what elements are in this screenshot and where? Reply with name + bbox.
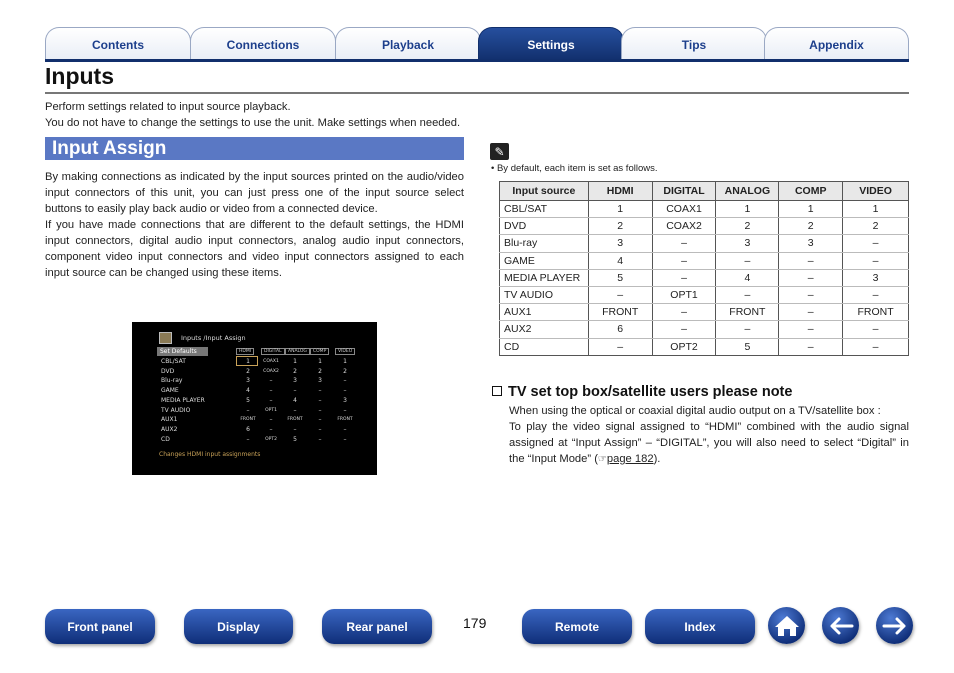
osd-header: ANALOG — [285, 348, 310, 355]
table-row — [500, 235, 909, 252]
table-cell: – — [779, 338, 843, 355]
table-cell-source: MEDIA PLAYER — [500, 269, 589, 286]
body-paragraph: By making connections as indicated by the input sources printed on the audio/video input connectors of this unit, you can just press one of the input source select buttons to easily play back audio or video from a connected device. — [45, 171, 464, 215]
table-cell: – — [652, 235, 716, 252]
table-header: DIGITAL — [652, 182, 716, 201]
table-row — [500, 338, 909, 355]
section-body — [45, 169, 464, 281]
osd-cell: 6 — [246, 425, 250, 433]
table-row — [500, 269, 909, 286]
osd-header: COMP — [310, 348, 329, 355]
arrow-right-icon — [882, 616, 908, 636]
tab-label: Appendix — [809, 37, 864, 52]
table-cell: 3 — [779, 235, 843, 252]
table-cell: 5 — [716, 338, 779, 355]
osd-cell: 4 — [293, 396, 297, 404]
table-cell: – — [716, 321, 779, 338]
table-cell-source: GAME — [500, 252, 589, 269]
table-cell: FRONT — [588, 304, 652, 321]
osd-cell: – — [343, 387, 347, 395]
tab-label: Contents — [92, 37, 144, 52]
table-cell: 1 — [588, 201, 652, 218]
tab-label: Playback — [381, 37, 435, 52]
table-cell: COAX2 — [652, 218, 716, 235]
osd-cell: 2 — [246, 367, 250, 375]
table-cell: 3 — [716, 235, 779, 252]
input-assign-table — [499, 181, 909, 356]
osd-cell: 2 — [343, 367, 347, 375]
pencil-icon: ✎ — [490, 143, 509, 160]
table-cell: FRONT — [843, 304, 909, 321]
tab-contents[interactable] — [45, 27, 191, 61]
button-label: Front panel — [67, 619, 133, 634]
back-button[interactable] — [822, 607, 859, 644]
osd-cell: 1 — [318, 358, 322, 365]
table-body — [500, 201, 909, 356]
osd-row-label: GAME — [161, 387, 179, 395]
osd-row-label: CD — [161, 435, 170, 443]
tab-appendix[interactable] — [764, 27, 909, 61]
tv-note-paragraph: When using the optical or coaxial digital audio output on a TV/satellite box : — [509, 405, 881, 417]
tab-playback[interactable] — [335, 27, 481, 61]
table-cell: – — [652, 252, 716, 269]
osd-cell: – — [343, 377, 347, 385]
osd-cell: FRONT — [240, 417, 256, 423]
osd-cell: OPT2 — [265, 436, 277, 442]
table-cell-source: Blu-ray — [500, 235, 589, 252]
table-row — [500, 321, 909, 338]
tv-note-title: TV set top box/satellite users please note — [508, 384, 793, 400]
table-cell: – — [588, 338, 652, 355]
osd-cell: – — [343, 435, 347, 443]
osd-cell: 1 — [343, 358, 347, 365]
tv-note-text: ). — [653, 453, 661, 465]
rear-panel-button[interactable] — [322, 609, 432, 644]
checkbox-icon — [492, 386, 502, 396]
osd-cell: 2 — [293, 367, 297, 375]
menu-icon — [159, 332, 172, 344]
intro-line: Perform settings related to input source playback. — [45, 101, 291, 113]
page-182-link[interactable]: page 182 — [606, 453, 654, 465]
table-cell: 2 — [843, 218, 909, 235]
table-cell: – — [588, 286, 652, 303]
arrow-left-icon — [828, 616, 854, 636]
table-cell: – — [779, 252, 843, 269]
table-cell: – — [843, 286, 909, 303]
tab-label: Connections — [226, 37, 300, 52]
table-row — [500, 252, 909, 269]
home-button[interactable] — [768, 607, 805, 644]
table-cell: – — [779, 269, 843, 286]
osd-cell: – — [269, 377, 273, 385]
home-icon — [774, 614, 800, 638]
osd-title: Inputs /Input Assign — [181, 334, 246, 342]
osd-cell: 5 — [293, 435, 297, 443]
osd-cell: 2 — [318, 367, 322, 375]
index-button[interactable] — [645, 609, 755, 644]
table-header: ANALOG — [716, 182, 779, 201]
osd-cell: – — [293, 425, 297, 433]
osd-row-label: Blu-ray — [161, 377, 183, 385]
table-cell-source: CD — [500, 338, 589, 355]
table-cell-source: CBL/SAT — [500, 201, 589, 218]
osd-cell: – — [318, 416, 322, 424]
osd-cell: – — [343, 406, 347, 414]
remote-button[interactable] — [522, 609, 632, 644]
tab-label: Settings — [527, 37, 575, 52]
table-cell: – — [843, 235, 909, 252]
table-header: COMP — [779, 182, 843, 201]
table-cell: 4 — [588, 252, 652, 269]
top-tab-bar — [45, 27, 909, 63]
table-cell: – — [779, 304, 843, 321]
osd-cell: 1 — [246, 358, 250, 365]
table-row — [500, 304, 909, 321]
osd-row-label: MEDIA PLAYER — [161, 396, 205, 404]
page-number: 179 — [463, 615, 487, 631]
title-divider — [45, 92, 909, 94]
button-label: Display — [217, 619, 260, 634]
osd-cell: – — [318, 435, 322, 443]
table-header: VIDEO — [843, 182, 909, 201]
osd-header: HDMI — [236, 348, 254, 355]
intro-line: You do not have to change the settings to use the unit. Make settings when needed. — [45, 117, 461, 129]
table-cell: 4 — [716, 269, 779, 286]
table-cell-source: TV AUDIO — [500, 286, 589, 303]
osd-screen — [132, 322, 377, 475]
osd-cell: FRONT — [287, 417, 303, 423]
table-cell: FRONT — [716, 304, 779, 321]
osd-cell: – — [269, 416, 273, 424]
osd-row-label: DVD — [161, 367, 175, 375]
table-cell: 6 — [588, 321, 652, 338]
tv-note-body — [509, 403, 909, 468]
table-cell: – — [716, 286, 779, 303]
table-cell: – — [716, 252, 779, 269]
osd-cell: 3 — [343, 396, 347, 404]
tv-note-text: To play the video signal assigned to “HDMI” combined with the audio signal assigned at “Input Assign” – “DIGITAL”, you will also need to select “Digital” in the “Input Mode” ( — [509, 421, 909, 465]
table-cell: OPT2 — [652, 338, 716, 355]
table-cell: 2 — [588, 218, 652, 235]
table-cell: – — [843, 321, 909, 338]
tab-connections[interactable] — [190, 27, 336, 61]
table-cell: – — [652, 321, 716, 338]
osd-cell: – — [318, 387, 322, 395]
osd-cell: 1 — [293, 358, 297, 365]
osd-cell: COAX1 — [263, 359, 279, 364]
osd-cell: – — [269, 425, 273, 433]
tv-note-paragraph — [509, 419, 909, 468]
table-cell: OPT1 — [652, 286, 716, 303]
table-cell-source: AUX2 — [500, 321, 589, 338]
osd-cell: OPT1 — [265, 407, 277, 413]
osd-cell: 3 — [318, 377, 322, 385]
table-cell: 5 — [588, 269, 652, 286]
table-cell: 3 — [843, 269, 909, 286]
osd-cell: 3 — [246, 377, 250, 385]
osd-cell: – — [269, 387, 273, 395]
page-reference-icon: ☞ — [597, 454, 607, 465]
page-title: Inputs — [45, 63, 114, 89]
note-text: • By default, each item is set as follows. — [491, 163, 658, 174]
table-cell: – — [843, 338, 909, 355]
osd-hint: Changes HDMI input assignments — [159, 451, 261, 458]
tv-note-heading — [492, 384, 792, 400]
osd-cell: – — [246, 435, 250, 443]
tab-settings[interactable] — [478, 27, 624, 61]
osd-row-label: TV AUDIO — [161, 406, 191, 414]
tab-tips[interactable] — [621, 27, 767, 61]
osd-row-label: AUX1 — [161, 416, 178, 424]
tab-underline — [45, 59, 909, 62]
table-cell: 3 — [588, 235, 652, 252]
table-cell: – — [779, 286, 843, 303]
table-cell: – — [652, 304, 716, 321]
body-paragraph: If you have made connections that are different to the default settings, the HDMI input connectors, digital audio input connectors, analog audio input connectors, component video input connectors and video input connectors assigned to each input source can be changed using these items. — [45, 219, 464, 279]
table-cell: 2 — [779, 218, 843, 235]
table-cell: 2 — [716, 218, 779, 235]
osd-row-label: AUX2 — [161, 425, 178, 433]
osd-cell: – — [318, 406, 322, 414]
osd-cell: – — [293, 387, 297, 395]
osd-header: VIDEO — [335, 348, 355, 355]
forward-button[interactable] — [876, 607, 913, 644]
table-cell: 1 — [843, 201, 909, 218]
osd-cell: – — [293, 406, 297, 414]
front-panel-button[interactable] — [45, 609, 155, 644]
intro-text — [45, 99, 460, 131]
table-cell: – — [779, 321, 843, 338]
table-header-row — [500, 182, 909, 201]
table-cell: – — [843, 252, 909, 269]
table-cell: 1 — [779, 201, 843, 218]
button-label: Rear panel — [346, 619, 408, 634]
osd-cell: – — [318, 396, 322, 404]
table-header: HDMI — [588, 182, 652, 201]
osd-cell: 5 — [246, 396, 250, 404]
table-cell: 1 — [716, 201, 779, 218]
osd-cell: 4 — [246, 387, 250, 395]
table-cell-source: AUX1 — [500, 304, 589, 321]
osd-cell: – — [343, 425, 347, 433]
table-cell: COAX1 — [652, 201, 716, 218]
button-label: Remote — [554, 619, 599, 634]
osd-row-label: CBL/SAT — [161, 358, 186, 365]
display-button[interactable] — [184, 609, 293, 644]
osd-cell: – — [246, 406, 250, 414]
table-header: Input source — [500, 182, 589, 201]
button-label: Index — [684, 619, 716, 634]
osd-cell: – — [269, 396, 273, 404]
table-row — [500, 218, 909, 235]
osd-cell: FRONT — [337, 417, 353, 423]
table-cell-source: DVD — [500, 218, 589, 235]
table-row — [500, 286, 909, 303]
osd-set-defaults: Set Defaults — [157, 347, 208, 356]
osd-cell: 3 — [293, 377, 297, 385]
osd-cell: COAX2 — [263, 368, 279, 374]
osd-header: DIGITAL — [261, 348, 285, 355]
section-title: Input Assign — [45, 137, 464, 160]
osd-cell: – — [318, 425, 322, 433]
table-row — [500, 201, 909, 218]
table-cell: – — [652, 269, 716, 286]
tab-label: Tips — [681, 37, 707, 52]
